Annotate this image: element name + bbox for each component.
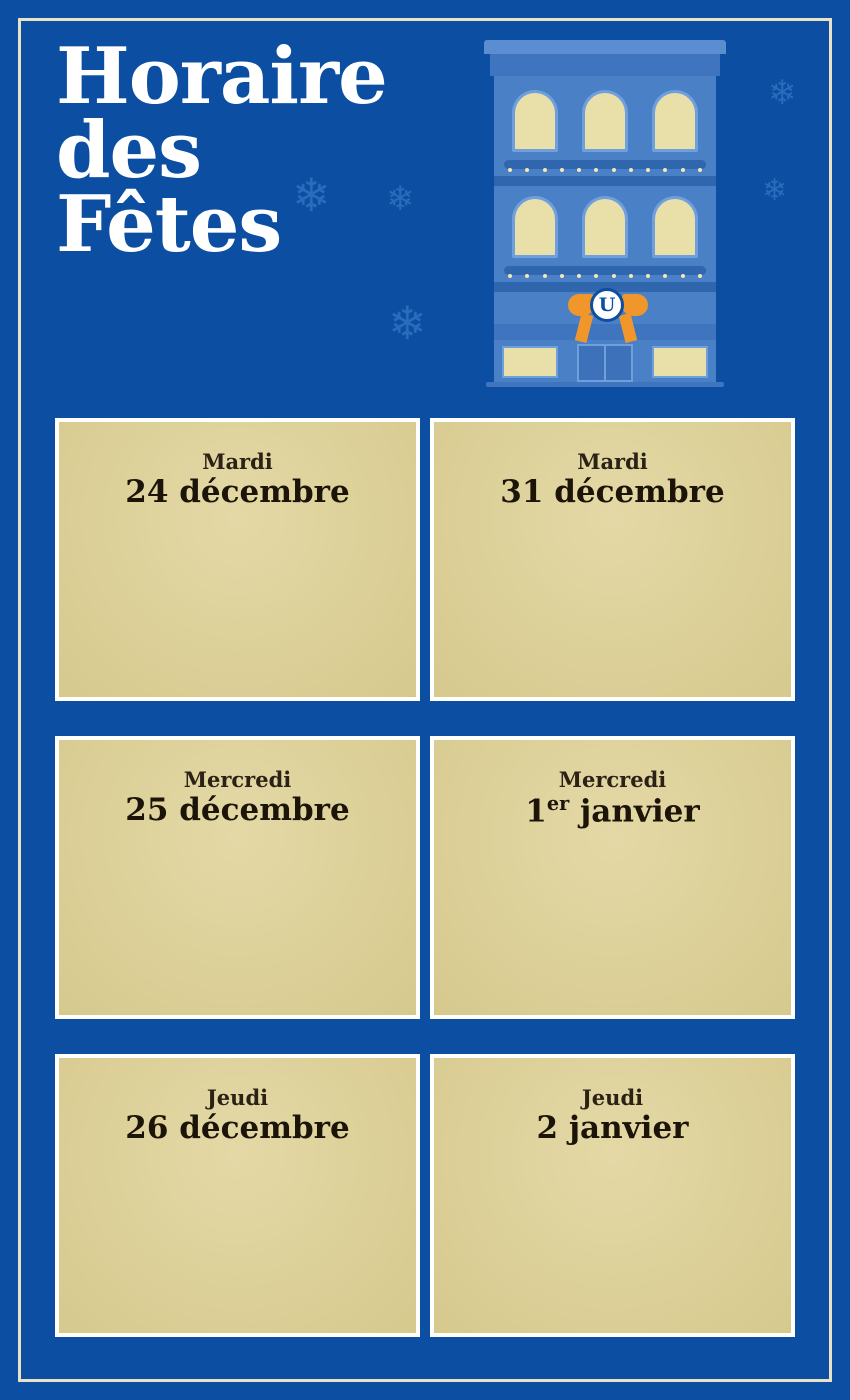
shop-window-right xyxy=(652,346,708,378)
card-date-month: janvier xyxy=(569,793,700,830)
shop-window-left xyxy=(502,346,558,378)
storefront-illustration xyxy=(480,40,730,385)
card-date-label: 26 décembre xyxy=(125,1110,350,1147)
card-date-label: 24 décembre xyxy=(125,474,350,511)
card-day-label: Mardi xyxy=(577,449,648,474)
floor-divider xyxy=(494,176,716,186)
string-lights xyxy=(508,168,702,172)
store-window xyxy=(582,196,628,258)
store-roof xyxy=(484,40,726,54)
string-lights xyxy=(508,274,702,278)
card-day-label: Mercredi xyxy=(183,767,292,792)
card-day-label: Mardi xyxy=(202,449,273,474)
schedule-card xyxy=(430,736,795,1019)
store-window xyxy=(652,196,698,258)
store-awning xyxy=(494,324,716,340)
snowflake-icon: ❄ xyxy=(762,174,788,207)
schedule-card xyxy=(430,418,795,701)
schedule-card xyxy=(55,418,420,701)
card-date-ordinal: er xyxy=(546,792,570,816)
store-body xyxy=(494,76,716,326)
card-date-label xyxy=(434,793,791,830)
snowflake-icon: ❄ xyxy=(292,169,331,221)
card-day-label: Jeudi xyxy=(581,1085,644,1110)
card-day-label: Jeudi xyxy=(206,1085,269,1110)
schedule-grid xyxy=(55,418,795,1337)
store-window xyxy=(582,90,628,152)
store-window xyxy=(512,196,558,258)
store-window xyxy=(512,90,558,152)
store-door xyxy=(577,344,633,382)
store-ground-floor xyxy=(494,340,716,382)
card-date-label: 2 janvier xyxy=(536,1110,689,1147)
store-cornice xyxy=(490,54,720,76)
schedule-card xyxy=(55,736,420,1019)
schedule-card xyxy=(430,1054,795,1337)
card-date-label: 31 décembre xyxy=(500,474,725,511)
bow-right xyxy=(622,294,648,316)
title-line-2: des xyxy=(56,105,202,197)
schedule-card xyxy=(55,1054,420,1337)
card-date-label: 25 décembre xyxy=(125,792,350,829)
page-title xyxy=(56,31,456,271)
card-day-label: Mercredi xyxy=(558,767,667,792)
card-date-number: 1 xyxy=(525,793,547,830)
title-line-1: Horaire xyxy=(56,31,387,122)
title-line-3: Fêtes xyxy=(56,179,282,271)
snowflake-icon: ❄ xyxy=(768,74,797,112)
brand-logo: U xyxy=(590,288,624,322)
snowflake-icon: ❄ xyxy=(388,297,427,349)
store-window xyxy=(652,90,698,152)
snowflake-icon: ❄ xyxy=(386,180,415,218)
store-base xyxy=(486,382,724,387)
